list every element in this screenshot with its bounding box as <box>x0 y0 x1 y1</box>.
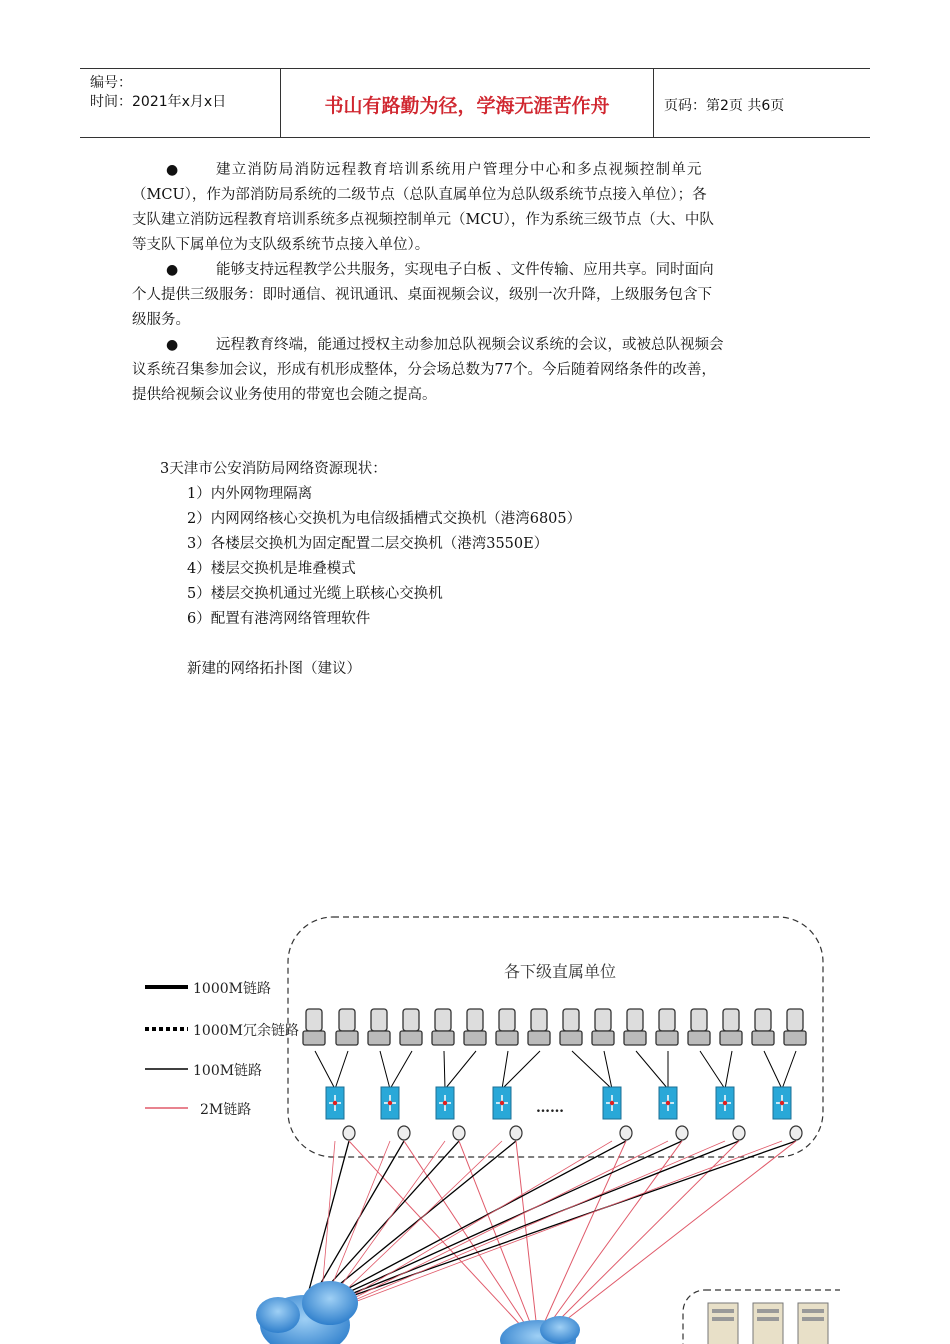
bullet-line: 支队建立消防远程教育培训系统多点视频控制单元（MCU），作为系统三级节点（大、中队 <box>132 212 714 228</box>
core-cloud-left <box>256 1281 358 1344</box>
terminal-link <box>572 1051 612 1089</box>
page-info: 页码：第2页 共6页 <box>664 98 785 114</box>
terminal-icon <box>624 1009 646 1045</box>
terminal-link <box>335 1051 348 1089</box>
uplink-100m <box>305 1141 349 1305</box>
router-icon <box>510 1126 522 1140</box>
terminal-link <box>380 1051 390 1089</box>
switch-icon <box>381 1087 399 1119</box>
terminal-link <box>725 1051 732 1089</box>
bullet-paragraph-3 <box>132 333 818 408</box>
legend-label: 2M链路 <box>200 1102 252 1118</box>
terminal-icon <box>688 1009 710 1045</box>
motto: 书山有路勤为径，学海无涯苦作舟 <box>324 95 610 117</box>
switch-icon <box>773 1087 791 1119</box>
router-icon <box>620 1126 632 1140</box>
switch-icon <box>326 1087 344 1119</box>
list-item: 2）内网网络核心交换机为电信级插槽式交换机（港湾6805） <box>187 511 582 527</box>
nodes-layer <box>303 1009 806 1140</box>
terminal-link <box>502 1051 540 1089</box>
bullet-line: （MCU），作为部消防局系统的二级节点（总队直属单位为总队级系统节点接入单位）；各 <box>132 187 707 203</box>
terminal-icon <box>336 1009 358 1045</box>
terminal-icon <box>432 1009 454 1045</box>
bullet-line: ● 远程教育终端，能通过授权主动参加总队视频会议系统的会议，或被总队视频会 <box>132 333 818 358</box>
terminal-link <box>782 1051 796 1089</box>
terminal-link <box>390 1051 412 1089</box>
uplink-2m <box>459 1141 533 1330</box>
switch-icon <box>436 1087 454 1119</box>
uplink-2m <box>404 1141 529 1330</box>
legend-label: 1000M链路 <box>193 981 271 997</box>
core-cloud-right <box>500 1316 580 1344</box>
terminal-link <box>636 1051 668 1089</box>
router-icon <box>790 1126 802 1140</box>
section-heading: 3天津市公安消防局网络资源现状： <box>160 461 387 477</box>
switch-icon <box>659 1087 677 1119</box>
bullet-line: 等支队下属单位为支队级系统节点接入单位）。 <box>132 237 430 253</box>
legend-label: 100M链路 <box>193 1063 263 1079</box>
terminal-link <box>700 1051 725 1089</box>
terminal-link <box>445 1051 476 1089</box>
topology-caption: 新建的网络拓扑图（建议） <box>187 661 361 677</box>
ellipsis-label: …… <box>536 1100 564 1116</box>
terminal-icon <box>368 1009 390 1045</box>
page-info-cell <box>654 69 870 137</box>
uplink-100m <box>317 1141 626 1305</box>
bullet-line: 议系统召集参加会议，形成有机形成整体，分会场总数为77个。今后随着网络条件的改善， <box>132 362 716 378</box>
router-icon <box>676 1126 688 1140</box>
bullet-line: 个人提供三级服务：即时通信、视讯通讯、桌面视频会议，级别一次升降，上级服务包含下 <box>132 287 712 303</box>
terminal-icon <box>528 1009 550 1045</box>
terminal-icon <box>656 1009 678 1045</box>
legend <box>145 981 299 1118</box>
server-icon <box>708 1303 738 1344</box>
network-topology-diagram <box>120 905 840 1344</box>
uplink-100m <box>326 1141 796 1305</box>
bullet-icon: ● <box>166 337 179 353</box>
router-icon <box>453 1126 465 1140</box>
header-meta-cell <box>80 69 281 137</box>
switch-icon <box>603 1087 621 1119</box>
router-icon <box>733 1126 745 1140</box>
router-icon <box>343 1126 355 1140</box>
terminal-icon <box>752 1009 774 1045</box>
terminal-icon <box>720 1009 742 1045</box>
bullet-paragraph-2 <box>132 258 818 333</box>
switch-icon <box>493 1087 511 1119</box>
uplink-100m <box>320 1141 682 1305</box>
terminal-link <box>444 1051 445 1089</box>
router-icon <box>398 1126 410 1140</box>
terminal-icon <box>560 1009 582 1045</box>
server-icon <box>798 1303 828 1344</box>
terminal-icon <box>592 1009 614 1045</box>
terminal-icon <box>303 1009 325 1045</box>
group-label: 各下级直属单位 <box>503 962 617 981</box>
bullet-line: 提供给视频会议业务使用的带宽也会随之提高。 <box>132 387 437 403</box>
motto-cell <box>281 69 654 137</box>
uplink-100m <box>314 1141 516 1305</box>
list-item: 3）各楼层交换机为固定配置二层交换机（港湾3550E） <box>187 536 549 552</box>
list-item: 5）楼层交换机通过光缆上联核心交换机 <box>187 586 443 602</box>
bullet-line: 级服务。 <box>132 312 190 328</box>
number-label: 编号： <box>90 75 132 91</box>
page-header <box>80 68 870 138</box>
uplink-2m <box>549 1141 739 1330</box>
legend-label: 1000M冗余链路 <box>193 1023 299 1039</box>
list-item: 6）配置有港湾网络管理软件 <box>187 611 371 627</box>
switch-icon <box>716 1087 734 1119</box>
terminal-link <box>604 1051 612 1089</box>
terminal-icon <box>784 1009 806 1045</box>
cross-link-2m <box>320 1141 668 1315</box>
terminal-link <box>315 1051 335 1089</box>
bullet-line: ● 建立消防局消防远程教育培训系统用户管理分中心和多点视频控制单元 <box>132 158 818 183</box>
cross-link-2m <box>320 1141 612 1315</box>
bullet-icon: ● <box>166 162 179 178</box>
bullet-line: ● 能够支持远程教学公共服务，实现电子白板 、文件传输、应用共享。同时面向 <box>132 258 818 283</box>
terminal-icon <box>400 1009 422 1045</box>
bullet-paragraph-1 <box>132 158 818 258</box>
uplink-2m <box>553 1141 796 1330</box>
server-icon <box>753 1303 783 1344</box>
terminal-icon <box>464 1009 486 1045</box>
bullet-icon: ● <box>166 262 179 278</box>
time-label: 时间：2021年x月x日 <box>90 94 227 110</box>
list-item: 1）内外网物理隔离 <box>187 486 313 502</box>
terminal-link <box>764 1051 782 1089</box>
terminal-icon <box>496 1009 518 1045</box>
list-item: 4）楼层交换机是堆叠模式 <box>187 561 356 577</box>
